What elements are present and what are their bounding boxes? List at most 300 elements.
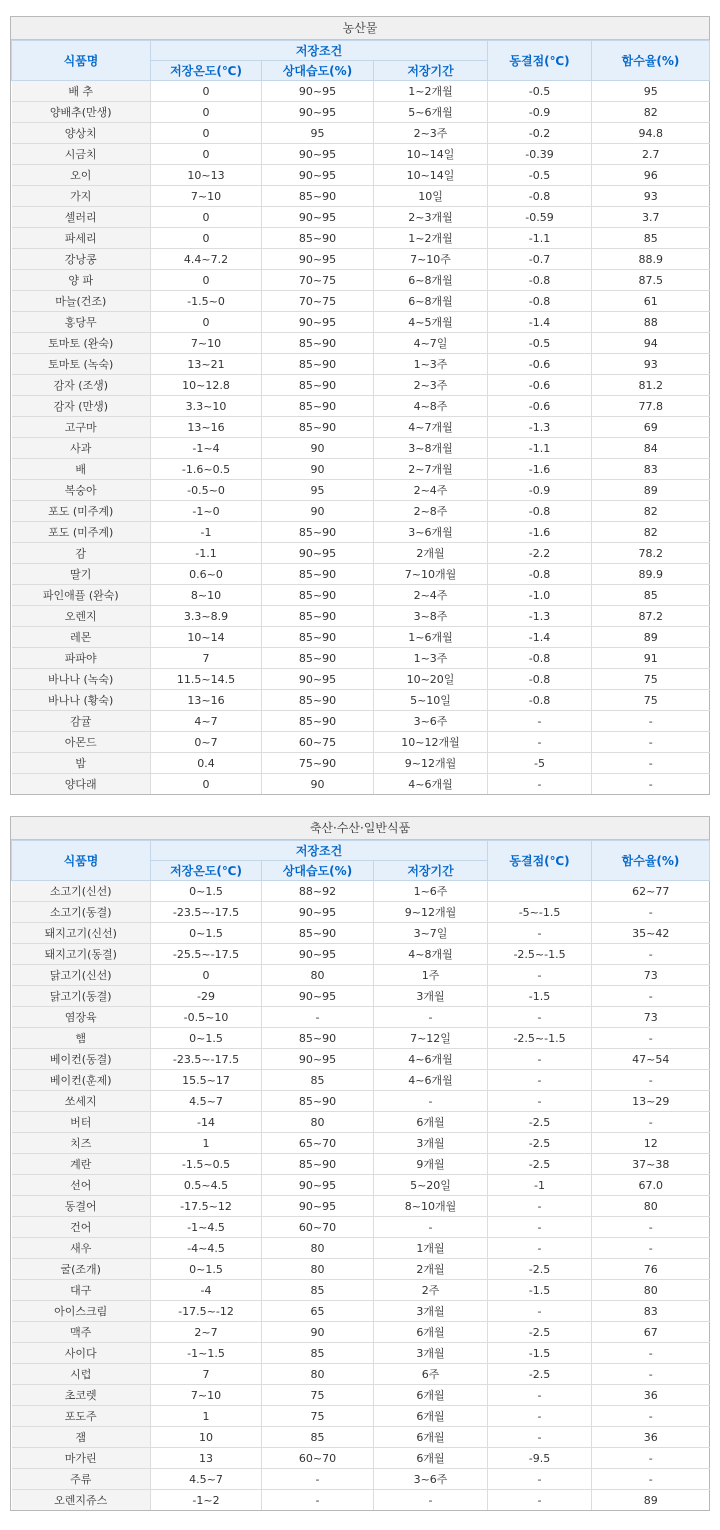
table-row: [12, 438, 710, 459]
moisture-cell: 62~77: [592, 881, 710, 902]
table-row: [12, 396, 710, 417]
moisture-cell: 80: [592, 1280, 710, 1301]
humidity-cell: 85~90: [262, 354, 374, 375]
storage-period-cell: 3~7일: [374, 923, 488, 944]
storage-temp-cell: -14: [151, 1112, 262, 1133]
freezing-point-cell: -0.5: [488, 81, 592, 102]
storage-period-cell: -: [374, 1490, 488, 1511]
freezing-point-cell: -: [488, 1427, 592, 1448]
table-row: [12, 564, 710, 585]
storage-period-cell: 10~20일: [374, 669, 488, 690]
food-name-cell: 베이컨(동결): [12, 1049, 151, 1070]
humidity-cell: 85~90: [262, 564, 374, 585]
table-row: [12, 501, 710, 522]
freezing-point-cell: -2.5: [488, 1112, 592, 1133]
table-row: [12, 648, 710, 669]
storage-period-cell: 1개월: [374, 1238, 488, 1259]
humidity-cell: 90~95: [262, 669, 374, 690]
humidity-cell: 90~95: [262, 207, 374, 228]
food-name-cell: 파파야: [12, 648, 151, 669]
storage-period-cell: 7~10개월: [374, 564, 488, 585]
storage-period-cell: 9~12개월: [374, 902, 488, 923]
storage-period-cell: 9개월: [374, 1154, 488, 1175]
storage-temp-cell: 3.3~8.9: [151, 606, 262, 627]
freezing-point-cell: -: [488, 965, 592, 986]
freezing-point-cell: -0.9: [488, 480, 592, 501]
storage-period-cell: 10~14일: [374, 165, 488, 186]
freezing-point-cell: -: [488, 1385, 592, 1406]
table-row: [12, 102, 710, 123]
humidity-cell: 90~95: [262, 102, 374, 123]
table-row: [12, 291, 710, 312]
storage-temp-cell: 0~1.5: [151, 1028, 262, 1049]
freezing-point-cell: -: [488, 1238, 592, 1259]
table-title: 축산·수산·일반식품: [11, 817, 709, 840]
moisture-cell: 83: [592, 459, 710, 480]
storage-period-cell: 10~12개월: [374, 732, 488, 753]
storage-temp-cell: 0.6~0: [151, 564, 262, 585]
moisture-cell: 89.9: [592, 564, 710, 585]
freezing-point-cell: -0.5: [488, 333, 592, 354]
food-name-cell: 닭고기(동결): [12, 986, 151, 1007]
storage-period-cell: 3~6주: [374, 711, 488, 732]
table-row: [12, 1280, 710, 1301]
storage-temp-cell: 0: [151, 144, 262, 165]
table-row: [12, 480, 710, 501]
freezing-point-cell: -1.6: [488, 459, 592, 480]
table-row: [12, 207, 710, 228]
food-name-cell: 감자 (만생): [12, 396, 151, 417]
table-body: [12, 881, 710, 1511]
food-name-cell: 파세리: [12, 228, 151, 249]
food-name-cell: 토마토 (녹숙): [12, 354, 151, 375]
freezing-point-cell: -1.5: [488, 986, 592, 1007]
moisture-cell: -: [592, 1343, 710, 1364]
storage-period-cell: 2~7개월: [374, 459, 488, 480]
table-row: [12, 543, 710, 564]
storage-temp-cell: 0: [151, 965, 262, 986]
storage-period-cell: 6개월: [374, 1406, 488, 1427]
humidity-cell: 60~70: [262, 1448, 374, 1469]
storage-period-cell: 6개월: [374, 1322, 488, 1343]
humidity-cell: 90~95: [262, 1175, 374, 1196]
table-row: [12, 669, 710, 690]
table-row: [12, 1028, 710, 1049]
storage-period-cell: 5~10일: [374, 690, 488, 711]
food-name-cell: 바나나 (녹숙): [12, 669, 151, 690]
food-name-cell: 양배추(만생): [12, 102, 151, 123]
moisture-cell: -: [592, 1469, 710, 1490]
freezing-point-cell: -0.59: [488, 207, 592, 228]
storage-period-cell: 2~3주: [374, 123, 488, 144]
storage-temp-cell: 10: [151, 1427, 262, 1448]
food-name-cell: 양다래: [12, 774, 151, 795]
food-name-cell: 밤: [12, 753, 151, 774]
freezing-point-cell: -0.8: [488, 186, 592, 207]
food-name-cell: 베이컨(훈제): [12, 1070, 151, 1091]
moisture-cell: 13~29: [592, 1091, 710, 1112]
header-moisture: 함수율(%): [592, 841, 710, 881]
table-row: [12, 81, 710, 102]
storage-period-cell: 6개월: [374, 1112, 488, 1133]
humidity-cell: 65: [262, 1301, 374, 1322]
moisture-cell: -: [592, 1238, 710, 1259]
header-conditions: 저장조건: [151, 41, 488, 61]
freezing-point-cell: -0.6: [488, 354, 592, 375]
freezing-point-cell: -1.4: [488, 627, 592, 648]
header-humidity: 상대습도(%): [262, 861, 374, 881]
table-row: [12, 186, 710, 207]
storage-temp-cell: 0: [151, 312, 262, 333]
freezing-point-cell: -: [488, 1406, 592, 1427]
storage-period-cell: 1~6주: [374, 881, 488, 902]
table-row: [12, 627, 710, 648]
storage-period-cell: 2~8주: [374, 501, 488, 522]
freezing-point-cell: -0.6: [488, 375, 592, 396]
table-row: [12, 1112, 710, 1133]
freezing-point-cell: -: [488, 1007, 592, 1028]
humidity-cell: 85~90: [262, 627, 374, 648]
table-livestock-fishery-general: [10, 816, 710, 1511]
storage-period-cell: 7~12일: [374, 1028, 488, 1049]
freezing-point-cell: -9.5: [488, 1448, 592, 1469]
humidity-cell: 85~90: [262, 375, 374, 396]
table-row: [12, 228, 710, 249]
humidity-cell: 85~90: [262, 1028, 374, 1049]
storage-temp-cell: 0.5~4.5: [151, 1175, 262, 1196]
storage-temp-cell: 0: [151, 81, 262, 102]
table-row: [12, 1301, 710, 1322]
moisture-cell: 88: [592, 312, 710, 333]
moisture-cell: 12: [592, 1133, 710, 1154]
storage-period-cell: 10일: [374, 186, 488, 207]
humidity-cell: 70~75: [262, 291, 374, 312]
food-name-cell: 계란: [12, 1154, 151, 1175]
moisture-cell: 93: [592, 186, 710, 207]
humidity-cell: 85~90: [262, 690, 374, 711]
table-row: [12, 1406, 710, 1427]
humidity-cell: 90~95: [262, 986, 374, 1007]
storage-temp-cell: 13~16: [151, 690, 262, 711]
freezing-point-cell: -: [488, 732, 592, 753]
food-name-cell: 바나나 (황숙): [12, 690, 151, 711]
storage-period-cell: 6개월: [374, 1385, 488, 1406]
storage-temp-cell: 7: [151, 1364, 262, 1385]
food-name-cell: 쏘세지: [12, 1091, 151, 1112]
humidity-cell: 60~75: [262, 732, 374, 753]
storage-period-cell: 1~6개월: [374, 627, 488, 648]
moisture-cell: 96: [592, 165, 710, 186]
storage-period-cell: 2주: [374, 1280, 488, 1301]
humidity-cell: 75~90: [262, 753, 374, 774]
header-freeze: 동결점(℃): [488, 841, 592, 881]
food-name-cell: 초코렛: [12, 1385, 151, 1406]
humidity-cell: 80: [262, 1364, 374, 1385]
data-table: [11, 40, 710, 794]
table-row: [12, 1238, 710, 1259]
food-name-cell: 주류: [12, 1469, 151, 1490]
storage-temp-cell: -23.5~-17.5: [151, 902, 262, 923]
storage-temp-cell: 7: [151, 648, 262, 669]
header-conditions: 저장조건: [151, 841, 488, 861]
storage-temp-cell: 13~21: [151, 354, 262, 375]
food-name-cell: 마가린: [12, 1448, 151, 1469]
food-name-cell: 양 파: [12, 270, 151, 291]
food-name-cell: 토마토 (완숙): [12, 333, 151, 354]
table-row: [12, 1049, 710, 1070]
header-name: 식품명: [12, 41, 151, 81]
storage-period-cell: 2~4주: [374, 585, 488, 606]
table-row: [12, 1343, 710, 1364]
storage-temp-cell: 7~10: [151, 1385, 262, 1406]
humidity-cell: 90~95: [262, 312, 374, 333]
humidity-cell: 85~90: [262, 923, 374, 944]
freezing-point-cell: -2.5~-1.5: [488, 1028, 592, 1049]
food-name-cell: 감: [12, 543, 151, 564]
freezing-point-cell: -1.6: [488, 522, 592, 543]
storage-temp-cell: 0: [151, 228, 262, 249]
table-row: [12, 1385, 710, 1406]
storage-temp-cell: 1: [151, 1133, 262, 1154]
moisture-cell: 3.7: [592, 207, 710, 228]
table-row: [12, 123, 710, 144]
humidity-cell: 85~90: [262, 1154, 374, 1175]
header-period: 저장기간: [374, 861, 488, 881]
freezing-point-cell: -0.6: [488, 396, 592, 417]
storage-temp-cell: 4~7: [151, 711, 262, 732]
storage-period-cell: 3~6개월: [374, 522, 488, 543]
freezing-point-cell: -0.5: [488, 165, 592, 186]
table-row: [12, 774, 710, 795]
food-name-cell: 포도 (미주계): [12, 522, 151, 543]
food-name-cell: 치즈: [12, 1133, 151, 1154]
storage-temp-cell: -1.6~0.5: [151, 459, 262, 480]
food-name-cell: 오렌지쥬스: [12, 1490, 151, 1511]
storage-period-cell: -: [374, 1217, 488, 1238]
storage-temp-cell: 15.5~17: [151, 1070, 262, 1091]
food-name-cell: 맥주: [12, 1322, 151, 1343]
food-name-cell: 염장육: [12, 1007, 151, 1028]
food-name-cell: 마늘(건조): [12, 291, 151, 312]
storage-period-cell: 3~8주: [374, 606, 488, 627]
table-row: [12, 711, 710, 732]
storage-period-cell: 4~6개월: [374, 1070, 488, 1091]
moisture-cell: 47~54: [592, 1049, 710, 1070]
freezing-point-cell: -0.8: [488, 690, 592, 711]
moisture-cell: -: [592, 1070, 710, 1091]
table-row: [12, 1490, 710, 1511]
food-name-cell: 시럽: [12, 1364, 151, 1385]
table-row: [12, 1154, 710, 1175]
table-row: [12, 1196, 710, 1217]
storage-period-cell: 6주: [374, 1364, 488, 1385]
storage-period-cell: 3~8개월: [374, 438, 488, 459]
moisture-cell: 35~42: [592, 923, 710, 944]
storage-temp-cell: -1~0: [151, 501, 262, 522]
freezing-point-cell: -2.5: [488, 1364, 592, 1385]
humidity-cell: 85~90: [262, 711, 374, 732]
storage-period-cell: 1~2개월: [374, 228, 488, 249]
storage-temp-cell: -1~4.5: [151, 1217, 262, 1238]
storage-period-cell: 1~3주: [374, 648, 488, 669]
humidity-cell: 85: [262, 1070, 374, 1091]
food-name-cell: 파인애플 (완숙): [12, 585, 151, 606]
food-name-cell: 건어: [12, 1217, 151, 1238]
moisture-cell: 2.7: [592, 144, 710, 165]
storage-period-cell: 4~5개월: [374, 312, 488, 333]
humidity-cell: 95: [262, 123, 374, 144]
freezing-point-cell: -5~-1.5: [488, 902, 592, 923]
storage-temp-cell: 0: [151, 270, 262, 291]
moisture-cell: 73: [592, 965, 710, 986]
storage-period-cell: 3개월: [374, 1343, 488, 1364]
table-row: [12, 1427, 710, 1448]
food-name-cell: 아몬드: [12, 732, 151, 753]
food-name-cell: 포도주: [12, 1406, 151, 1427]
moisture-cell: -: [592, 902, 710, 923]
storage-temp-cell: -1.1: [151, 543, 262, 564]
storage-period-cell: 2~3개월: [374, 207, 488, 228]
storage-temp-cell: -1.5~0: [151, 291, 262, 312]
food-name-cell: 양상치: [12, 123, 151, 144]
storage-temp-cell: 13: [151, 1448, 262, 1469]
humidity-cell: 90~95: [262, 144, 374, 165]
moisture-cell: -: [592, 1217, 710, 1238]
humidity-cell: 90~95: [262, 1196, 374, 1217]
food-name-cell: 동결어: [12, 1196, 151, 1217]
storage-temp-cell: -17.5~-12: [151, 1301, 262, 1322]
freezing-point-cell: -2.5: [488, 1259, 592, 1280]
freezing-point-cell: -1.0: [488, 585, 592, 606]
storage-temp-cell: 0: [151, 123, 262, 144]
freezing-point-cell: -2.2: [488, 543, 592, 564]
storage-temp-cell: 0: [151, 207, 262, 228]
food-name-cell: 소고기(신선): [12, 881, 151, 902]
humidity-cell: 85~90: [262, 186, 374, 207]
humidity-cell: 85~90: [262, 585, 374, 606]
moisture-cell: 67.0: [592, 1175, 710, 1196]
moisture-cell: 36: [592, 1385, 710, 1406]
humidity-cell: 85~90: [262, 228, 374, 249]
freezing-point-cell: -: [488, 1049, 592, 1070]
storage-period-cell: 2개월: [374, 1259, 488, 1280]
storage-period-cell: -: [374, 1091, 488, 1112]
storage-temp-cell: 7~10: [151, 333, 262, 354]
table-row: [12, 753, 710, 774]
storage-period-cell: 10~14일: [374, 144, 488, 165]
food-name-cell: 대구: [12, 1280, 151, 1301]
storage-temp-cell: 10~14: [151, 627, 262, 648]
storage-period-cell: 6개월: [374, 1448, 488, 1469]
storage-temp-cell: 0~7: [151, 732, 262, 753]
table-row: [12, 312, 710, 333]
moisture-cell: 82: [592, 102, 710, 123]
humidity-cell: 85: [262, 1280, 374, 1301]
humidity-cell: -: [262, 1490, 374, 1511]
freezing-point-cell: -0.8: [488, 291, 592, 312]
food-name-cell: 배 추: [12, 81, 151, 102]
storage-temp-cell: -1~1.5: [151, 1343, 262, 1364]
food-name-cell: 감귤: [12, 711, 151, 732]
storage-temp-cell: 3.3~10: [151, 396, 262, 417]
moisture-cell: 36: [592, 1427, 710, 1448]
food-name-cell: 햄: [12, 1028, 151, 1049]
humidity-cell: 60~70: [262, 1217, 374, 1238]
table-row: [12, 417, 710, 438]
food-name-cell: 돼지고기(신선): [12, 923, 151, 944]
food-name-cell: 아이스크림: [12, 1301, 151, 1322]
storage-period-cell: 2~4주: [374, 480, 488, 501]
moisture-cell: 61: [592, 291, 710, 312]
food-name-cell: 시금치: [12, 144, 151, 165]
humidity-cell: 75: [262, 1406, 374, 1427]
humidity-cell: 90~95: [262, 944, 374, 965]
table-title: 농산물: [11, 17, 709, 40]
food-name-cell: 돼지고기(동결): [12, 944, 151, 965]
moisture-cell: 88.9: [592, 249, 710, 270]
freezing-point-cell: -1.3: [488, 606, 592, 627]
storage-period-cell: 4~6개월: [374, 774, 488, 795]
freezing-point-cell: -2.5: [488, 1322, 592, 1343]
humidity-cell: 70~75: [262, 270, 374, 291]
humidity-cell: -: [262, 1469, 374, 1490]
storage-temp-cell: 1: [151, 1406, 262, 1427]
humidity-cell: 80: [262, 1259, 374, 1280]
storage-temp-cell: -1~4: [151, 438, 262, 459]
data-table: [11, 840, 710, 1510]
storage-temp-cell: -1: [151, 522, 262, 543]
storage-period-cell: 4~8주: [374, 396, 488, 417]
table-row: [12, 944, 710, 965]
humidity-cell: 90~95: [262, 81, 374, 102]
freezing-point-cell: -: [488, 1217, 592, 1238]
humidity-cell: 85~90: [262, 1091, 374, 1112]
table-row: [12, 732, 710, 753]
food-name-cell: 포도 (미주계): [12, 501, 151, 522]
storage-period-cell: 7~10주: [374, 249, 488, 270]
table-row: [12, 375, 710, 396]
storage-period-cell: 1~3주: [374, 354, 488, 375]
storage-temp-cell: -25.5~-17.5: [151, 944, 262, 965]
table-row: [12, 144, 710, 165]
moisture-cell: 87.5: [592, 270, 710, 291]
food-name-cell: 사이다: [12, 1343, 151, 1364]
food-name-cell: 오렌지: [12, 606, 151, 627]
humidity-cell: 90: [262, 774, 374, 795]
food-name-cell: 버터: [12, 1112, 151, 1133]
storage-temp-cell: -17.5~12: [151, 1196, 262, 1217]
freezing-point-cell: -0.8: [488, 669, 592, 690]
storage-temp-cell: 4.5~7: [151, 1469, 262, 1490]
humidity-cell: 80: [262, 1112, 374, 1133]
moisture-cell: 93: [592, 354, 710, 375]
food-name-cell: 복숭아: [12, 480, 151, 501]
food-name-cell: 셀러리: [12, 207, 151, 228]
table-row: [12, 965, 710, 986]
freezing-point-cell: -1: [488, 1175, 592, 1196]
humidity-cell: 85~90: [262, 417, 374, 438]
moisture-cell: 84: [592, 438, 710, 459]
storage-period-cell: 6개월: [374, 1427, 488, 1448]
food-name-cell: 잼: [12, 1427, 151, 1448]
freezing-point-cell: -: [488, 1301, 592, 1322]
moisture-cell: 82: [592, 522, 710, 543]
humidity-cell: 80: [262, 965, 374, 986]
freezing-point-cell: -: [488, 1091, 592, 1112]
freezing-point-cell: -: [488, 923, 592, 944]
humidity-cell: 85: [262, 1343, 374, 1364]
table-row: [12, 606, 710, 627]
